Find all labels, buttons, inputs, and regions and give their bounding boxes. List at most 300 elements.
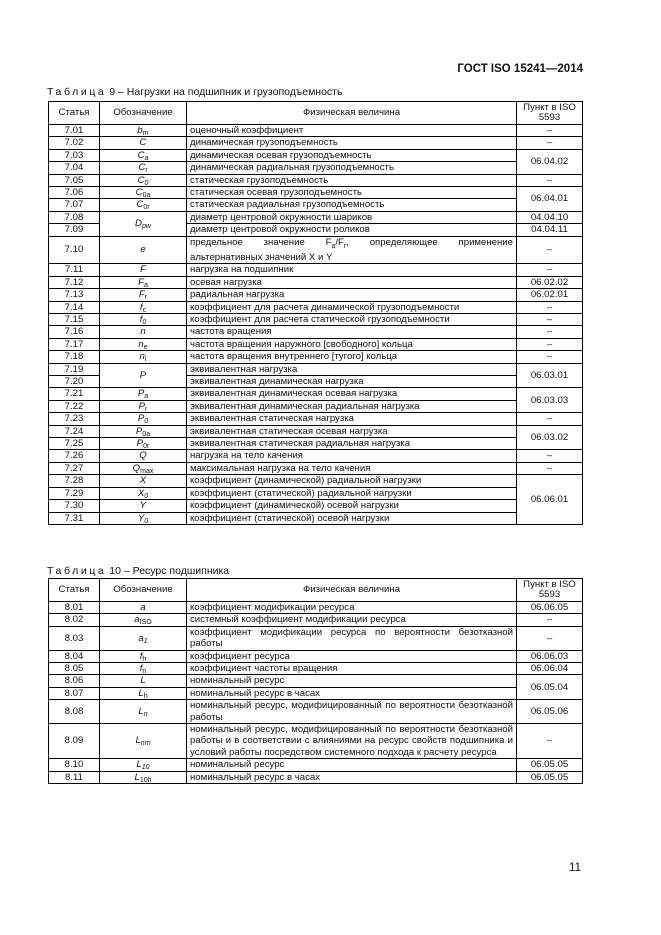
table-row [49, 475, 583, 487]
table9 [48, 101, 583, 525]
quantity-cell [187, 301, 517, 313]
table9-caption-word: Таблица [47, 86, 107, 98]
table-row [49, 450, 583, 462]
quantity-text: максимальная нагрузка на тело качения [190, 462, 371, 474]
symbol-main: P [137, 413, 145, 425]
article-cell: 7.28 [49, 475, 100, 487]
ref-cell: 04.04.10 [517, 211, 583, 223]
quantity-cell [187, 174, 517, 186]
article-cell: 8.03 [49, 626, 100, 650]
symbol-main: f [139, 663, 143, 675]
symbol-cell [100, 289, 187, 301]
symbol-subscript: 1 [143, 637, 148, 645]
quantity-cell [187, 264, 517, 276]
quantity-cell [187, 759, 517, 771]
symbol-main: C [137, 149, 145, 161]
ref-cell: 06.06.05 [517, 602, 583, 614]
quantity-text: предельное значение F [190, 236, 332, 248]
quantity-cell [187, 475, 517, 487]
symbol-subscript: r [144, 294, 148, 302]
symbol-subscript: n [142, 668, 147, 676]
article-cell: 7.13 [49, 289, 100, 301]
article-cell: 7.22 [49, 400, 100, 412]
table10-caption [47, 565, 229, 577]
symbol-main: P [138, 400, 146, 412]
table-row [49, 388, 583, 400]
article-cell: 8.02 [49, 614, 100, 626]
page-number: 11 [569, 862, 581, 874]
symbol-main: L [134, 771, 140, 783]
table-row [49, 687, 583, 699]
symbol-cell [100, 462, 187, 474]
quantity-text: коэффициент модификации ресурса [190, 602, 355, 613]
symbol-main: C [138, 162, 146, 174]
ref-cell: 06.06.01 [517, 475, 583, 525]
table-row [49, 363, 583, 375]
quantity-text: коэффициент для расчета динамической грузоподъемности [190, 301, 460, 313]
ref-cell: – [517, 125, 583, 137]
table9-caption [47, 86, 342, 98]
quantity-text: частота вращения внутреннего [тугого] кольца [190, 351, 398, 363]
article-cell: 7.26 [49, 450, 100, 462]
quantity-cell [187, 400, 517, 412]
table-row [49, 301, 583, 313]
article-cell: 7.29 [49, 487, 100, 499]
quantity-text: статическая осевая грузоподъемность [190, 187, 362, 199]
quantity-text: коэффициент модификации ресурса по вероятности безотказной работы [190, 626, 513, 650]
table-row [49, 264, 583, 276]
quantity-cell [187, 500, 517, 512]
quantity-text: номинальный ресурс в часах [190, 687, 321, 699]
quantity-cell [187, 289, 517, 301]
quantity-cell [187, 512, 517, 524]
quantity-subscript: r [343, 242, 347, 250]
symbol-subscript: r [145, 405, 148, 413]
quantity-cell [187, 125, 517, 137]
quantity-cell [187, 338, 517, 350]
symbol-subscript: 10h [139, 776, 152, 784]
article-cell: 7.16 [49, 326, 100, 338]
table-row [49, 338, 583, 350]
symbol-subscript: 10 [141, 764, 150, 772]
quantity-cell [187, 224, 517, 236]
symbol-cell [100, 475, 187, 487]
quantity-text: нагрузка на тело качения [190, 450, 303, 462]
table-row [49, 289, 583, 301]
header-article: Статья [49, 102, 100, 125]
quantity-cell [187, 388, 517, 400]
symbol-subscript: h [143, 692, 148, 700]
quantity-text: номинальный ресурс в часах [190, 771, 321, 783]
symbol-cell [100, 614, 187, 626]
symbol-subscript: a [144, 393, 149, 401]
symbol-cell [100, 351, 187, 363]
quantity-cell [187, 724, 517, 759]
symbol-cell [100, 650, 187, 662]
quantity-cell [187, 376, 517, 388]
quantity-text: диаметр центровой окружности шариков [190, 211, 373, 223]
symbol-cell [100, 512, 187, 524]
quantity-text: коэффициент (статической) осевой нагрузки [190, 512, 390, 524]
symbol-main: P [135, 425, 143, 437]
symbol-main: D [135, 218, 142, 230]
quantity-cell [187, 314, 517, 326]
quantity-text: эквивалентная динамическая нагрузка [190, 376, 364, 388]
quantity-subscript: a [331, 242, 336, 250]
table-row [49, 425, 583, 437]
symbol-cell [100, 626, 187, 650]
ref-cell: 04.04.11 [517, 224, 583, 236]
table-row [49, 199, 583, 211]
symbol-subscript: 0 [144, 492, 149, 500]
article-cell: 7.14 [49, 301, 100, 313]
article-cell: 7.21 [49, 388, 100, 400]
table-row [49, 276, 583, 288]
symbol-cell [100, 137, 187, 149]
ref-cell: – [517, 614, 583, 626]
symbol-main: Y [139, 500, 147, 512]
article-cell: 8.05 [49, 663, 100, 675]
symbol-cell [100, 236, 187, 264]
ref-cell: – [517, 236, 583, 264]
header-ref: Пункт в ISO 5593 [517, 579, 583, 602]
symbol-cell [100, 500, 187, 512]
quantity-cell [187, 450, 517, 462]
symbol-subscript: pw [141, 223, 151, 231]
article-cell: 7.17 [49, 338, 100, 350]
symbol-main: C [136, 199, 144, 211]
table-row [49, 351, 583, 363]
quantity-text: динамическая осевая грузоподъемность [190, 149, 372, 161]
quantity-text: номинальный ресурс [190, 675, 285, 687]
quantity-text: коэффициент (динамической) осевой нагрузки [190, 500, 399, 512]
quantity-text: номинальный ресурс, модифицированный по вероятности безотказной работы и в соответствии с влияниями на ресурс свойств подшипника и условий работы посредством системного подхода к расчету ресурса [190, 724, 513, 758]
symbol-cell [100, 363, 187, 388]
symbol-cell [100, 338, 187, 350]
article-cell: 7.12 [49, 276, 100, 288]
symbol-cell [100, 450, 187, 462]
article-cell: 8.01 [49, 602, 100, 614]
symbol-cell [100, 759, 187, 771]
table10-header-row [49, 579, 583, 602]
quantity-text: коэффициент (статической) радиальной нагрузки [190, 487, 412, 499]
quantity-cell [187, 602, 517, 614]
header-symbol: Обозначение [100, 579, 187, 602]
article-cell: 7.08 [49, 211, 100, 223]
quantity-cell [187, 211, 517, 223]
article-cell: 7.25 [49, 438, 100, 450]
table-row [49, 724, 583, 759]
ref-cell: 06.03.01 [517, 363, 583, 388]
table-row [49, 326, 583, 338]
header-quantity: Физическая величина [187, 102, 517, 125]
ref-cell: 06.05.05 [517, 771, 583, 783]
ref-cell: – [517, 264, 583, 276]
table10 [48, 578, 583, 784]
article-cell: 7.15 [49, 314, 100, 326]
symbol-cell [100, 687, 187, 699]
quantity-cell [187, 351, 517, 363]
quantity-text: эквивалентная статическая радиальная нагрузка [190, 438, 411, 450]
symbol-main: L [140, 675, 146, 687]
quantity-cell [187, 276, 517, 288]
symbol-main: P [139, 369, 147, 381]
quantity-cell [187, 462, 517, 474]
symbol-cell [100, 771, 187, 783]
ref-cell: 06.06.03 [517, 650, 583, 662]
symbol-subscript: m [142, 130, 149, 137]
quantity-cell [187, 771, 517, 783]
symbol-subscript: 0 [144, 517, 149, 525]
table-row [49, 614, 583, 626]
symbol-cell [100, 663, 187, 675]
ref-cell: 06.02.01 [517, 289, 583, 301]
symbol-cell [100, 724, 187, 759]
symbol-subscript: r [145, 167, 148, 175]
header-ref: Пункт в ISO 5593 [517, 102, 583, 125]
table9-caption-text: 9 – Нагрузки на подшипник и грузоподъемность [109, 86, 343, 98]
symbol-subscript: 0 [144, 179, 149, 187]
symbol-main: C [135, 187, 143, 199]
quantity-text: эквивалентная статическая осевая нагрузка [190, 425, 388, 437]
article-cell: 7.06 [49, 187, 100, 199]
ref-cell: 06.05.05 [517, 759, 583, 771]
quantity-text: эквивалентная динамическая радиальная нагрузка [190, 400, 420, 412]
symbol-main: n [139, 351, 145, 363]
quantity-cell [187, 326, 517, 338]
quantity-text: коэффициент ресурса [190, 650, 290, 662]
table9-header-row [49, 102, 583, 125]
header-symbol: Обозначение [100, 102, 187, 125]
document-code: ГОСТ ISO 15241—2014 [457, 63, 583, 75]
table-row [49, 236, 583, 264]
quantity-cell [187, 487, 517, 499]
quantity-text: динамическая грузоподъемность [190, 137, 338, 149]
ref-cell: – [517, 450, 583, 462]
symbol-subscript: a [143, 281, 148, 289]
quantity-cell [187, 438, 517, 450]
symbol-main: a [138, 632, 144, 644]
symbol-main: F [138, 276, 144, 288]
table-row [49, 314, 583, 326]
symbol-subscript: n [143, 710, 148, 718]
quantity-text: /F [335, 236, 344, 248]
symbol-main: Q [132, 462, 141, 474]
symbol-cell [100, 162, 187, 174]
article-cell: 8.10 [49, 759, 100, 771]
symbol-main: f [139, 301, 143, 313]
table10-caption-text: 10 – Ресурс подшипника [109, 565, 230, 577]
table-row [49, 700, 583, 724]
symbol-subscript: 0 [144, 418, 149, 426]
article-cell: 7.01 [49, 125, 100, 137]
table-row [49, 137, 583, 149]
table-row [49, 162, 583, 174]
symbol-subscript: h [142, 655, 147, 663]
ref-cell: – [517, 724, 583, 759]
symbol-main: L [138, 687, 144, 699]
symbol-cell [100, 125, 187, 137]
symbol-main: n [140, 326, 146, 338]
article-cell: 7.31 [49, 512, 100, 524]
article-cell: 7.30 [49, 500, 100, 512]
ref-cell: 06.02.02 [517, 276, 583, 288]
table-row [49, 462, 583, 474]
table-row [49, 663, 583, 675]
symbol-main: e [140, 244, 146, 256]
article-cell: 7.10 [49, 236, 100, 264]
symbol-main: a [140, 602, 146, 613]
quantity-text: системный коэффициент модификации ресурса [190, 614, 406, 626]
table10-caption-word: Таблица [47, 565, 107, 577]
quantity-text: диаметр центровой окружности роликов [190, 224, 370, 236]
symbol-subscript: ISO [139, 619, 152, 627]
symbol-cell [100, 187, 187, 199]
table-row [49, 187, 583, 199]
quantity-cell [187, 626, 517, 650]
article-cell: 7.18 [49, 351, 100, 363]
symbol-main: f [139, 650, 143, 662]
quantity-text: коэффициент (динамической) радиальной нагрузки [190, 475, 422, 487]
table-row [49, 626, 583, 650]
ref-cell: 06.03.03 [517, 388, 583, 413]
article-cell: 7.03 [49, 149, 100, 161]
quantity-cell [187, 236, 517, 264]
symbol-cell [100, 388, 187, 400]
symbol-main: C [139, 137, 147, 149]
quantity-text: статическая радиальная грузоподъемность [190, 199, 385, 211]
symbol-cell [100, 211, 187, 236]
symbol-main: a [134, 614, 140, 626]
ref-cell: 06.04.01 [517, 187, 583, 212]
article-cell: 7.05 [49, 174, 100, 186]
article-cell: 8.07 [49, 687, 100, 699]
symbol-main: L [136, 759, 142, 771]
table-row [49, 675, 583, 687]
quantity-cell [187, 363, 517, 375]
table-row [49, 211, 583, 223]
symbol-cell [100, 400, 187, 412]
table-row [49, 149, 583, 161]
symbol-subscript: 0a [142, 192, 151, 200]
table-row [49, 438, 583, 450]
table-row [49, 602, 583, 614]
table-row [49, 500, 583, 512]
quantity-cell [187, 663, 517, 675]
quantity-text: , определяющее применение альтернативных значений X и Y [190, 236, 513, 263]
quantity-cell [187, 425, 517, 437]
article-cell: 7.24 [49, 425, 100, 437]
ref-cell: – [517, 626, 583, 650]
symbol-cell [100, 675, 187, 687]
ref-cell: 06.05.04 [517, 675, 583, 700]
symbol-main: C [137, 174, 145, 186]
symbol-subscript: 0r [143, 443, 150, 451]
symbol-main: P [136, 438, 144, 450]
ref-cell: – [517, 137, 583, 149]
table-row [49, 771, 583, 783]
symbol-main: X [137, 487, 145, 499]
ref-cell: 06.04.02 [517, 149, 583, 174]
symbol-subscript: a [144, 154, 149, 162]
table-row [49, 512, 583, 524]
article-cell: 7.20 [49, 376, 100, 388]
article-cell: 7.09 [49, 224, 100, 236]
quantity-cell [187, 700, 517, 724]
table-row [49, 650, 583, 662]
symbol-main: P [137, 388, 145, 400]
article-cell: 7.23 [49, 413, 100, 425]
article-cell: 7.27 [49, 462, 100, 474]
header-quantity: Физическая величина [187, 579, 517, 602]
ref-cell: – [517, 326, 583, 338]
table-row [49, 759, 583, 771]
symbol-subscript: nm [140, 740, 151, 748]
symbol-cell [100, 314, 187, 326]
symbol-main: Y [137, 512, 145, 524]
ref-cell: – [517, 174, 583, 186]
symbol-cell [100, 326, 187, 338]
symbol-main: F [140, 264, 146, 276]
quantity-cell [187, 187, 517, 199]
article-cell: 7.04 [49, 162, 100, 174]
table-row [49, 400, 583, 412]
symbol-cell [100, 425, 187, 437]
article-cell: 8.04 [49, 650, 100, 662]
ref-cell: – [517, 338, 583, 350]
table-row [49, 413, 583, 425]
symbol-main: L [138, 705, 144, 717]
symbol-cell [100, 174, 187, 186]
quantity-cell [187, 199, 517, 211]
symbol-subscript: max [140, 467, 154, 475]
symbol-main: n [138, 338, 144, 350]
symbol-main: Q [139, 450, 147, 462]
symbol-subscript: c [142, 306, 147, 314]
quantity-text: осевая нагрузка [190, 276, 262, 288]
article-cell: 7.07 [49, 199, 100, 211]
quantity-text: нагрузка на подшипник [190, 264, 294, 276]
article-cell: 7.02 [49, 137, 100, 149]
quantity-text: номинальный ресурс, модифицированный по вероятности безотказной работы [190, 700, 513, 723]
symbol-cell [100, 199, 187, 211]
symbol-subscript: e [143, 343, 148, 351]
quantity-cell [187, 137, 517, 149]
article-cell: 7.11 [49, 264, 100, 276]
quantity-text: частота вращения наружного [свободного] кольца [190, 338, 413, 350]
symbol-main: L [135, 735, 141, 747]
table-row [49, 125, 583, 137]
quantity-cell [187, 149, 517, 161]
quantity-text: оценочный коэффициент [190, 125, 304, 136]
quantity-cell [187, 675, 517, 687]
ref-cell: – [517, 413, 583, 425]
ref-cell: 06.06.04 [517, 663, 583, 675]
quantity-cell [187, 650, 517, 662]
quantity-text: статическая грузоподъемность [190, 174, 329, 186]
article-cell: 7.19 [49, 363, 100, 375]
quantity-text: эквивалентная динамическая осевая нагрузка [190, 388, 398, 400]
symbol-main: F [138, 289, 145, 301]
quantity-text: эквивалентная статическая нагрузка [190, 413, 354, 425]
article-cell: 8.08 [49, 700, 100, 724]
symbol-cell [100, 264, 187, 276]
symbol-cell [100, 413, 187, 425]
symbol-subscript: i [144, 356, 147, 364]
table-row [49, 174, 583, 186]
symbol-cell [100, 438, 187, 450]
ref-cell: – [517, 301, 583, 313]
